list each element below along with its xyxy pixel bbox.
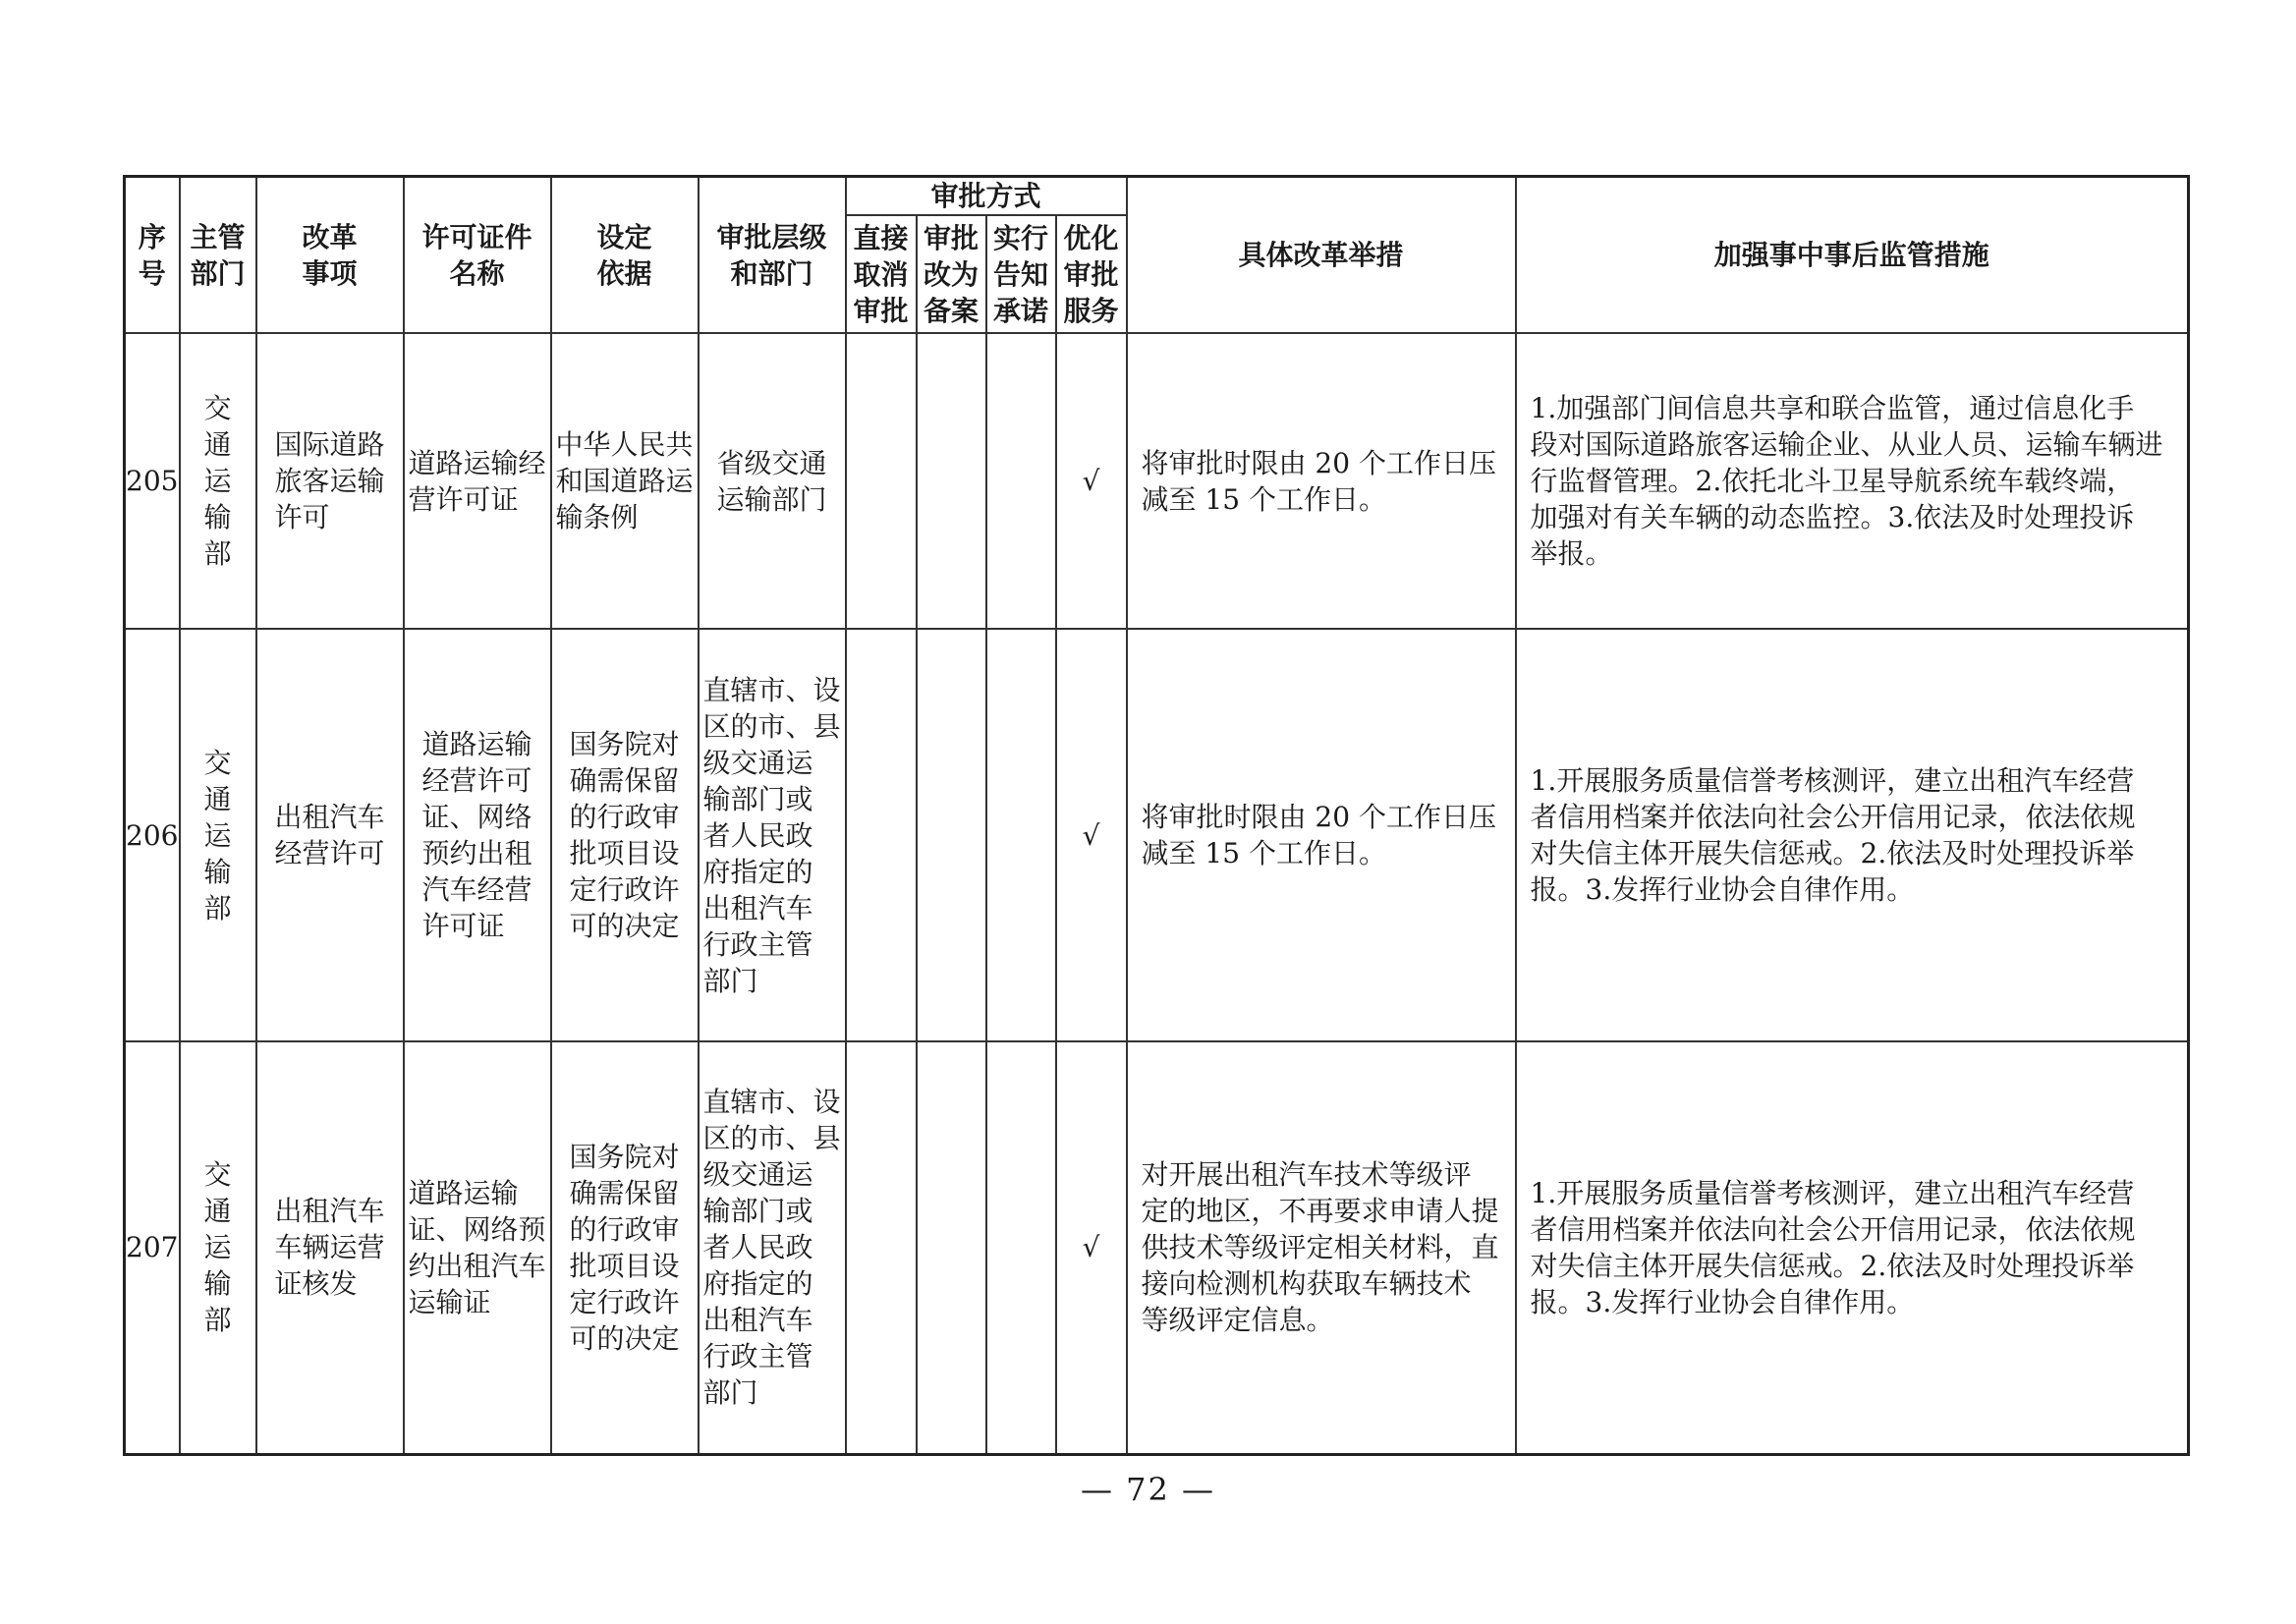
table-row bbox=[125, 629, 2189, 1041]
row-measures: 将审批时限由 20 个工作日压 减至 15 个工作日。 bbox=[1127, 629, 1516, 1041]
row-promise bbox=[986, 629, 1056, 1041]
row-cancel bbox=[846, 629, 917, 1041]
row-cancel bbox=[846, 1041, 917, 1454]
row-measures: 对开展出租汽车技术等级评 定的地区，不再要求申请人提 供技术等级评定相关材料，直 接向检测机构获取车辆技术 等级评定信息。 bbox=[1127, 1041, 1516, 1454]
reform-table bbox=[123, 175, 2190, 1456]
row-supervision: 1.开展服务质量信誉考核测评，建立出租汽车经营 者信用档案并依法向社会公开信用记录，依法依规 对失信主体开展失信惩戒。2.依法及时处理投诉举 报。3.发挥行业协会自律作用。 bbox=[1516, 1041, 2189, 1454]
header-license: 许可证件 名称 bbox=[404, 177, 551, 334]
row-basis: 国务院对 确需保留 的行政审 批项目设 定行政许 可的决定 bbox=[551, 629, 699, 1041]
header-basis: 设定 依据 bbox=[551, 177, 699, 334]
header-method-record: 审批 改为 备案 bbox=[917, 215, 986, 333]
header-method-optimize: 优化 审批 服务 bbox=[1056, 215, 1127, 333]
table-row bbox=[125, 1041, 2189, 1454]
row-license: 道路运输经 营许可证 bbox=[404, 333, 551, 629]
row-seq: 207 bbox=[125, 1041, 180, 1454]
row-cancel bbox=[846, 333, 917, 629]
header-method-cancel: 直接 取消 审批 bbox=[846, 215, 917, 333]
row-seq: 206 bbox=[125, 629, 180, 1041]
header-supervision: 加强事中事后监管措施 bbox=[1516, 177, 2189, 334]
page-number: — 72 — bbox=[1080, 1471, 1216, 1508]
header-dept: 主管 部门 bbox=[180, 177, 256, 334]
row-optimize-check: √ bbox=[1056, 333, 1127, 629]
row-dept: 交 通 运 输 部 bbox=[180, 629, 256, 1041]
row-record bbox=[917, 333, 986, 629]
row-dept: 交 通 运 输 部 bbox=[180, 333, 256, 629]
row-promise bbox=[986, 333, 1056, 629]
row-license: 道路运输 经营许可 证、网络 预约出租 汽车经营 许可证 bbox=[404, 629, 551, 1041]
row-level: 直辖市、设 区的市、县 级交通运 输部门或 者人民政 府指定的 出租汽车 行政主管 部门 bbox=[699, 1041, 846, 1454]
header-level: 审批层级 和部门 bbox=[699, 177, 846, 334]
table-row bbox=[125, 333, 2189, 629]
row-license: 道路运输 证、网络预 约出租汽车 运输证 bbox=[404, 1041, 551, 1454]
row-supervision: 1.开展服务质量信誉考核测评，建立出租汽车经营 者信用档案并依法向社会公开信用记录，依法依规 对失信主体开展失信惩戒。2.依法及时处理投诉举 报。3.发挥行业协会自律作用。 bbox=[1516, 629, 2189, 1041]
row-seq: 205 bbox=[125, 333, 180, 629]
header-method-group: 审批方式 bbox=[846, 177, 1127, 216]
row-level: 直辖市、设 区的市、县 级交通运 输部门或 者人民政 府指定的 出租汽车 行政主管 部门 bbox=[699, 629, 846, 1041]
row-item: 出租汽车 经营许可 bbox=[256, 629, 404, 1041]
header-seq: 序 号 bbox=[125, 177, 180, 334]
row-basis: 国务院对 确需保留 的行政审 批项目设 定行政许 可的决定 bbox=[551, 1041, 699, 1454]
row-optimize-check: √ bbox=[1056, 1041, 1127, 1454]
row-item: 国际道路 旅客运输 许可 bbox=[256, 333, 404, 629]
row-record bbox=[917, 629, 986, 1041]
row-record bbox=[917, 1041, 986, 1454]
row-supervision: 1.加强部门间信息共享和联合监管，通过信息化手 段对国际道路旅客运输企业、从业人员、运输车辆进 行监督管理。2.依托北斗卫星导航系统车载终端， 加强对有关车辆的动态监控。3.依法及时处理投诉 举报。 bbox=[1516, 333, 2189, 629]
row-measures: 将审批时限由 20 个工作日压 减至 15 个工作日。 bbox=[1127, 333, 1516, 629]
row-promise bbox=[986, 1041, 1056, 1454]
header-measures: 具体改革举措 bbox=[1127, 177, 1516, 334]
row-dept: 交 通 运 输 部 bbox=[180, 1041, 256, 1454]
header-item: 改革 事项 bbox=[256, 177, 404, 334]
header-method-promise: 实行 告知 承诺 bbox=[986, 215, 1056, 333]
row-level: 省级交通 运输部门 bbox=[699, 333, 846, 629]
row-item: 出租汽车 车辆运营 证核发 bbox=[256, 1041, 404, 1454]
row-basis: 中华人民共 和国道路运 输条例 bbox=[551, 333, 699, 629]
row-optimize-check: √ bbox=[1056, 629, 1127, 1041]
